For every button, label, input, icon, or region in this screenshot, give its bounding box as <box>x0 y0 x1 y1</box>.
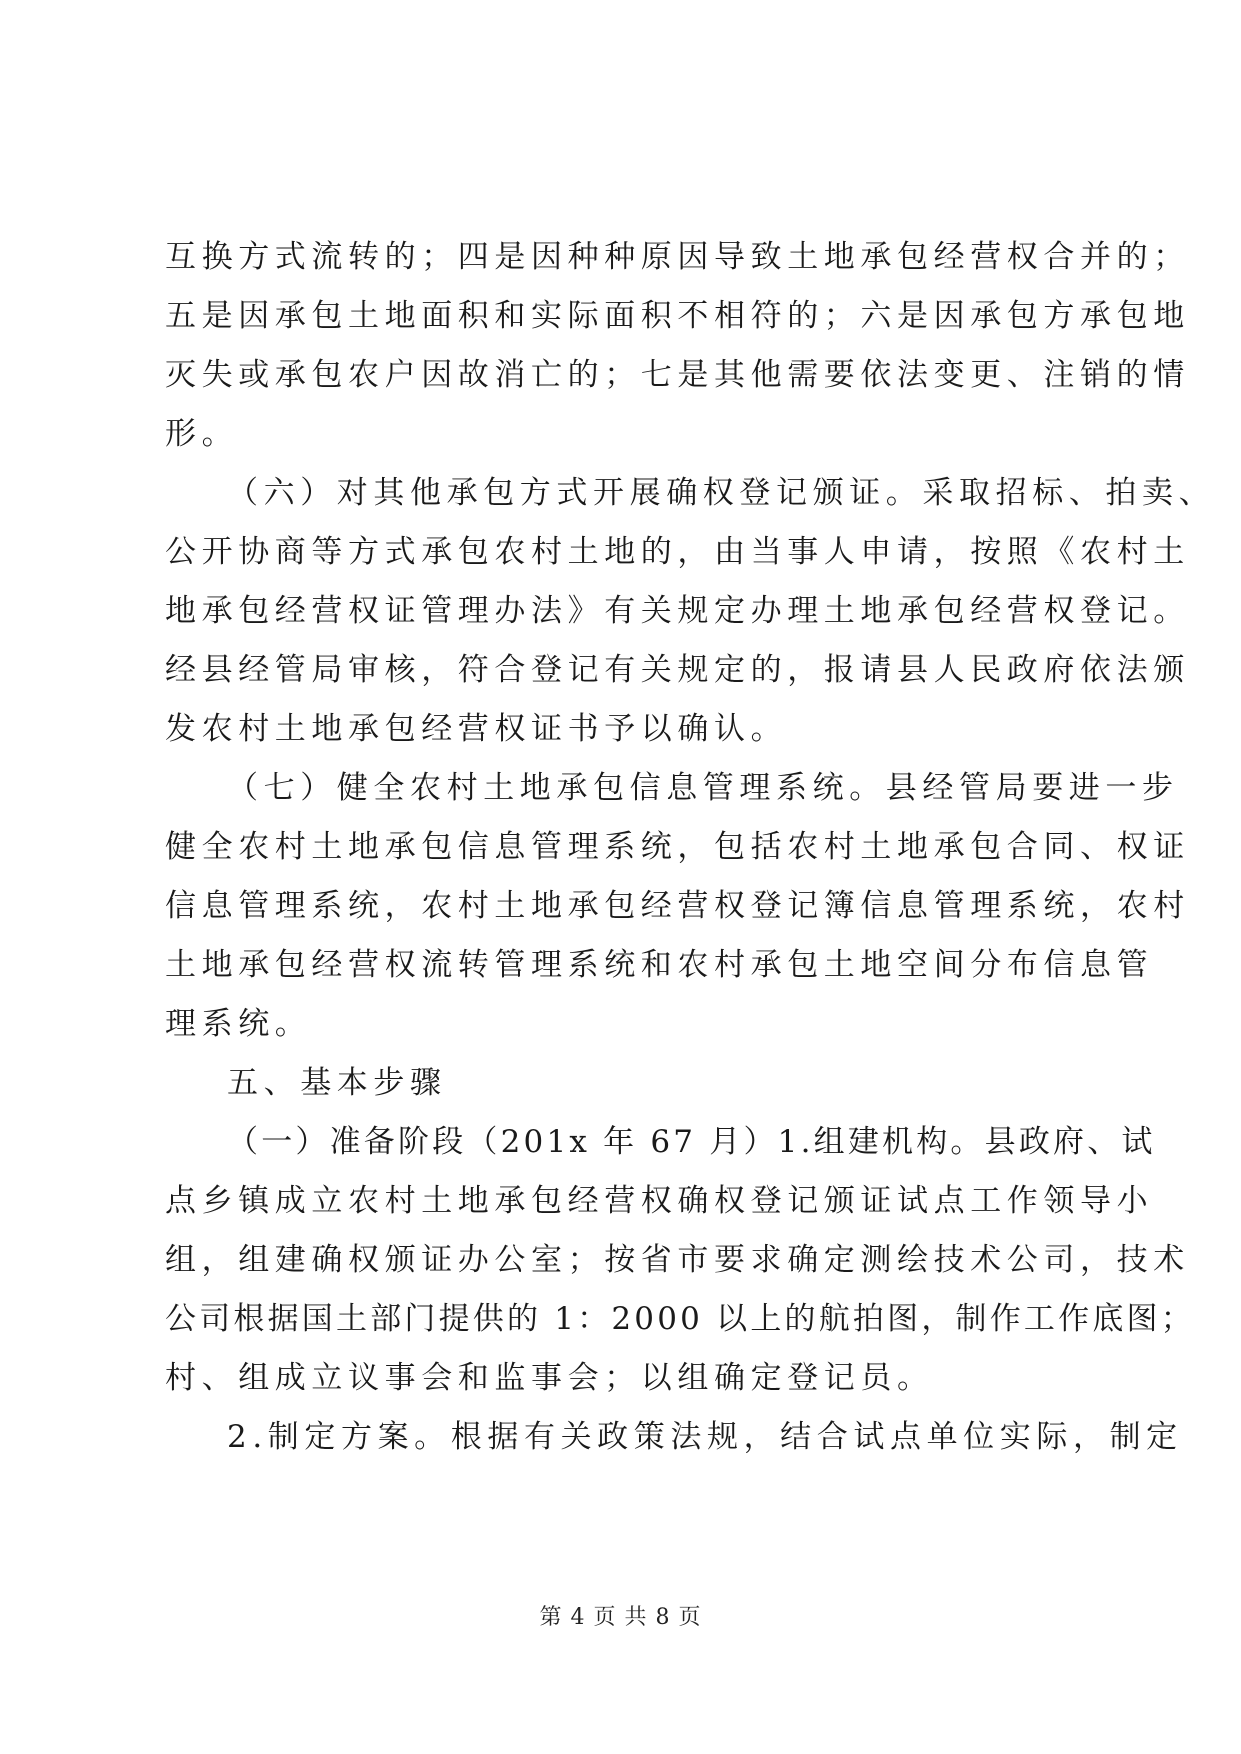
text-line: 公司根据国土部门提供的 1：2000 以上的航拍图，制作工作底图； <box>165 1301 1195 1337</box>
page-number-footer: 第 4 页 共 8 页 <box>539 1605 702 1630</box>
text-line: 信息管理系统，农村土地承包经营权登记簿信息管理系统，农村 <box>165 888 1190 924</box>
paragraph-start: （七）健全农村土地承包信息管理系统。县经管局要进一步 <box>227 770 1179 806</box>
text-line: 五是因承包土地面积和实际面积不相符的；六是因承包方承包地 <box>165 298 1190 334</box>
text-line: 理系统。 <box>165 1006 312 1042</box>
paragraph-start: 2.制定方案。根据有关政策法规，结合试点单位实际，制定 <box>227 1419 1183 1455</box>
text-line: 地承包经营权证管理办法》有关规定办理土地承包经营权登记。 <box>165 593 1190 629</box>
text-line: 灭失或承包农户因故消亡的；七是其他需要依法变更、注销的情 <box>165 357 1190 393</box>
text-line: 经县经管局审核，符合登记有关规定的，报请县人民政府依法颁 <box>165 652 1190 688</box>
text-line: 村、组成立议事会和监事会；以组确定登记员。 <box>165 1360 934 1396</box>
paragraph-start: （六）对其他承包方式开展确权登记颁证。采取招标、拍卖、 <box>227 475 1216 511</box>
document-body <box>165 228 1216 1467</box>
paragraph-start: （一）准备阶段（201x 年 67 月）1.组建机构。县政府、试 <box>227 1124 1156 1160</box>
text-line: 点乡镇成立农村土地承包经营权确权登记颁证试点工作领导小 <box>165 1183 1154 1219</box>
text-line: 土地承包经营权流转管理系统和农村承包土地空间分布信息管 <box>165 947 1154 983</box>
section-heading: 五、基本步骤 <box>227 1065 447 1101</box>
text-line: 组，组建确权颁证办公室；按省市要求确定测绘技术公司，技术 <box>165 1242 1190 1278</box>
text-line: 形。 <box>165 416 239 452</box>
text-line: 公开协商等方式承包农村土地的，由当事人申请，按照《农村土 <box>165 534 1190 570</box>
text-line: 健全农村土地承包信息管理系统，包括农村土地承包合同、权证 <box>165 829 1190 865</box>
text-line: 发农村土地承包经营权证书予以确认。 <box>165 711 788 747</box>
text-line: 互换方式流转的；四是因种种原因导致土地承包经营权合并的； <box>165 239 1190 275</box>
